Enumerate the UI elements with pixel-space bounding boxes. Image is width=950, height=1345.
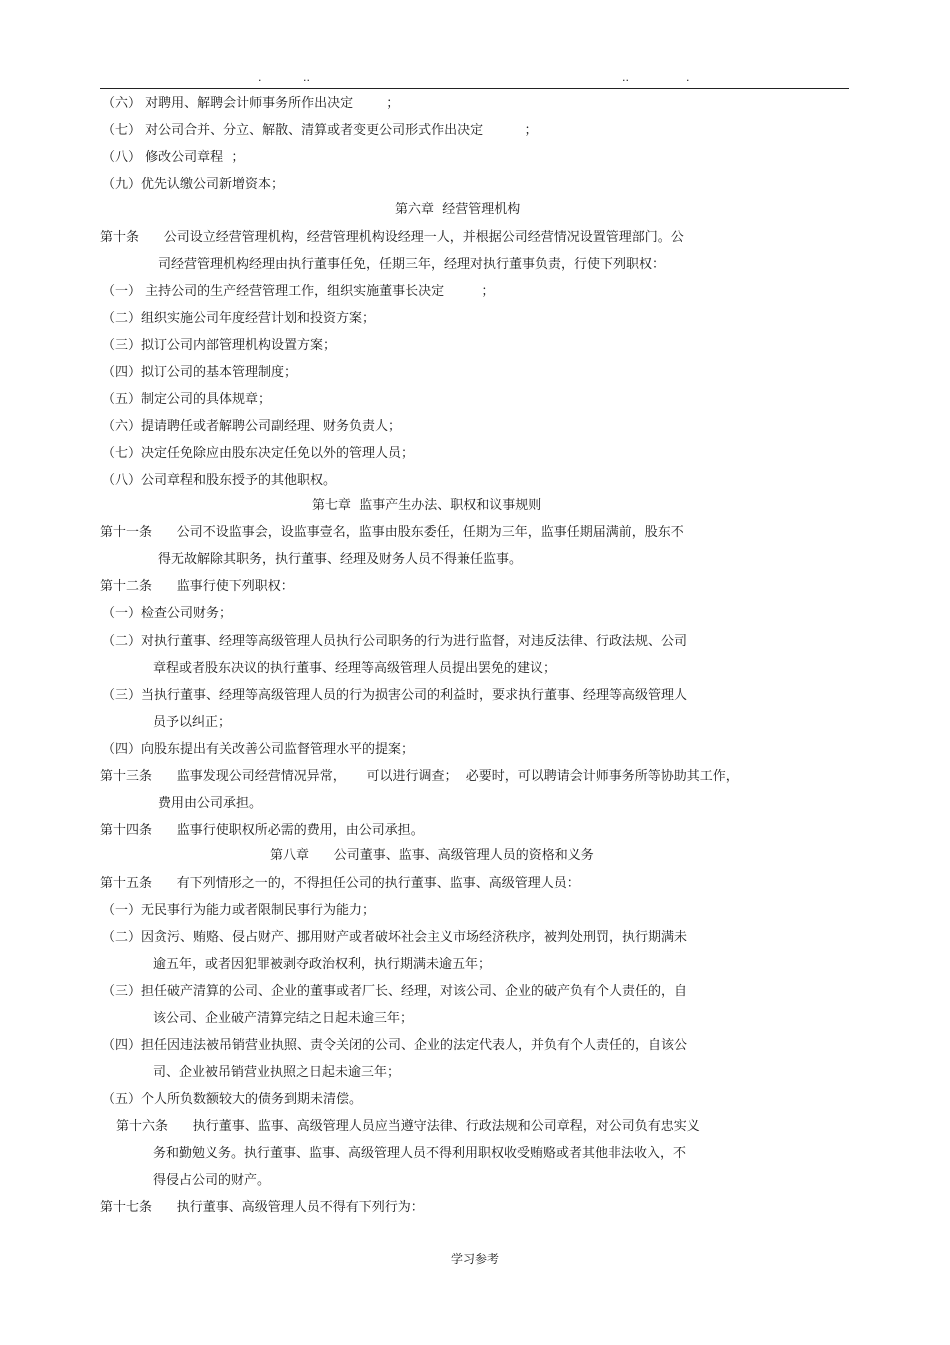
article-continuation: 司经营管理机构经理由执行董事任免，任期三年，经理对执行董事负责，行使下列职权： bbox=[158, 257, 666, 272]
article-continuation: 得侵占公司的财产。 bbox=[153, 1173, 271, 1188]
list-item: （四）向股东提出有关改善公司监督管理水平的提案； bbox=[102, 742, 415, 757]
article-continuation: 费用由公司承担。 bbox=[158, 796, 263, 811]
article: 第十三条 监事发现公司经营情况异常， 可以进行调查； 必要时，可以聘请会计师事务所等协助其工作， bbox=[100, 769, 739, 784]
list-item: （四）担任因违法被吊销营业执照、责令关闭的公司、企业的法定代表人，并负有个人责任的，自该公 bbox=[102, 1038, 688, 1053]
list-item: （二）组织实施公司年度经营计划和投资方案； bbox=[102, 311, 376, 326]
list-item-continuation: 员予以纠正； bbox=[153, 715, 232, 730]
header-dot: . bbox=[258, 71, 262, 84]
list-item: （四）拟订公司的基本管理制度； bbox=[102, 365, 298, 380]
chapter-heading: 第六章 经营管理机构 bbox=[395, 202, 521, 217]
list-item: （五）制定公司的具体规章； bbox=[102, 392, 272, 407]
list-item: （五）个人所负数额较大的债务到期未清偿。 bbox=[102, 1092, 363, 1107]
page-footer: 学习参考 bbox=[450, 1252, 499, 1266]
list-item: （九）优先认缴公司新增资本； bbox=[102, 177, 285, 192]
header-dot: .. bbox=[622, 71, 629, 84]
list-item: （二）因贪污、贿赂、侵占财产、挪用财产或者破坏社会主义市场经济秩序，被判处刑罚，执行期满未 bbox=[102, 930, 688, 945]
list-item: （八）公司章程和股东授予的其他职权。 bbox=[102, 473, 337, 488]
header-rule bbox=[100, 88, 849, 89]
list-item: （七）决定任免除应由股东决定任免以外的管理人员； bbox=[102, 446, 415, 461]
list-item: （三）担任破产清算的公司、企业的董事或者厂长、经理，对该公司、企业的破产负有个人责任的，自 bbox=[102, 984, 688, 999]
article: 第十五条 有下列情形之一的，不得担任公司的执行董事、监事、高级管理人员： bbox=[100, 876, 580, 891]
list-item: （七） 对公司合并、分立、解散、清算或者变更公司形式作出决定 ； bbox=[102, 123, 538, 138]
list-item-continuation: 章程或者股东决议的执行董事、经理等高级管理人员提出罢免的建议； bbox=[153, 661, 557, 676]
list-item: （八） 修改公司章程 ； bbox=[102, 150, 245, 165]
article: 第十二条 监事行使下列职权： bbox=[100, 579, 294, 594]
article-continuation: 得无故解除其职务，执行董事、经理及财务人员不得兼任监事。 bbox=[158, 552, 523, 567]
header-dot: . bbox=[686, 71, 690, 84]
list-item: （六） 对聘用、解聘会计师事务所作出决定 ； bbox=[102, 96, 400, 111]
list-item-continuation: 逾五年，或者因犯罪被剥夺政治权利，执行期满未逾五年； bbox=[153, 957, 492, 972]
header-dot: .. bbox=[303, 71, 310, 84]
list-item: （一）无民事行为能力或者限制民事行为能力； bbox=[102, 903, 376, 918]
list-item: （三）当执行董事、经理等高级管理人员的行为损害公司的利益时，要求执行董事、经理等高级管理人 bbox=[102, 688, 688, 703]
chapter-heading: 第八章 公司董事、监事、高级管理人员的资格和义务 bbox=[270, 848, 594, 863]
list-item: （一） 主持公司的生产经营管理工作，组织实施董事长决定 ； bbox=[102, 284, 495, 299]
article: 第十七条 执行董事、高级管理人员不得有下列行为： bbox=[100, 1200, 424, 1215]
list-item: （三）拟订公司内部管理机构设置方案； bbox=[102, 338, 337, 353]
article: 第十六条 执行董事、监事、高级管理人员应当遵守法律、行政法规和公司章程，对公司负有忠实义 bbox=[116, 1119, 700, 1134]
list-item-continuation: 司、企业被吊销营业执照之日起未逾三年； bbox=[153, 1065, 401, 1080]
article: 第十四条 监事行使职权所必需的费用，由公司承担。 bbox=[100, 823, 424, 838]
chapter-heading: 第七章 监事产生办法、职权和议事规则 bbox=[312, 498, 542, 513]
list-item-continuation: 该公司、企业破产清算完结之日起未逾三年； bbox=[153, 1011, 414, 1026]
list-item: （一）检查公司财务； bbox=[102, 606, 233, 621]
article-continuation: 务和勤勉义务。执行董事、监事、高级管理人员不得利用职权收受贿赂或者其他非法收入，不 bbox=[153, 1146, 687, 1161]
article: 第十条 公司设立经营管理机构，经营管理机构设经理一人，并根据公司经营情况设置管理部门。公 bbox=[100, 230, 684, 245]
list-item: （二）对执行董事、经理等高级管理人员执行公司职务的行为进行监督，对违反法律、行政法规、公司 bbox=[102, 634, 688, 649]
article: 第十一条 公司不设监事会，设监事壹名，监事由股东委任，任期为三年，监事任期届满前，股东不 bbox=[100, 525, 684, 540]
list-item: （六）提请聘任或者解聘公司副经理、财务负责人； bbox=[102, 419, 402, 434]
